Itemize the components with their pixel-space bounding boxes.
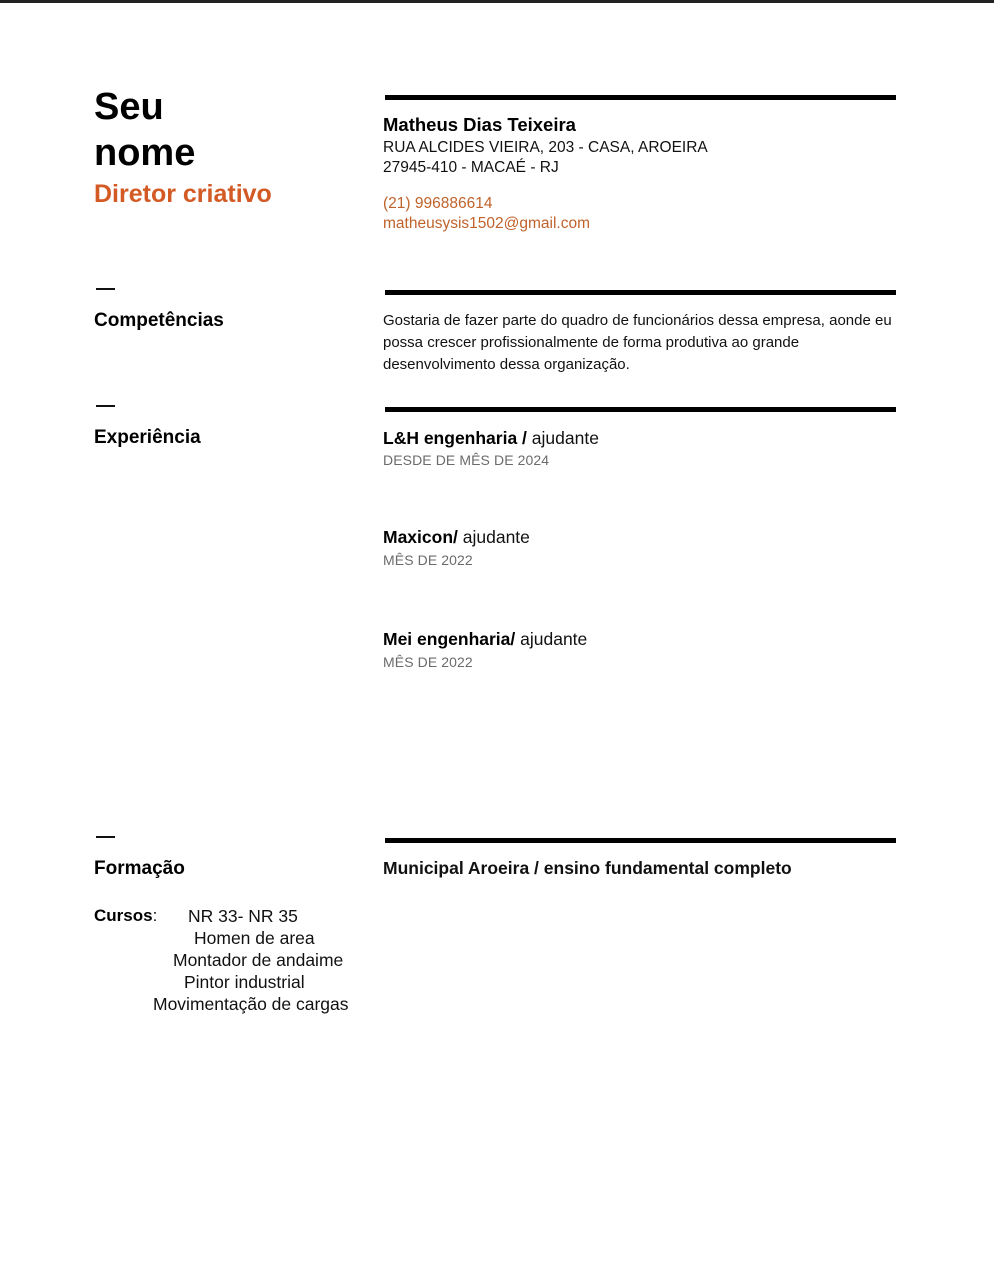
- name-line-1: Seu: [94, 86, 164, 128]
- email-address[interactable]: matheusysis1502@gmail.com: [383, 215, 590, 232]
- job-role-3: ajudante: [515, 629, 588, 649]
- job-company-1: L&H engenharia /: [383, 428, 527, 448]
- divider-experience: [385, 407, 896, 412]
- courses-label-text: Cursos: [94, 906, 153, 925]
- section-dash-education: [96, 836, 115, 838]
- summary-text: Gostaria de fazer parte do quadro de funcionários dessa empresa, aonde eu possa crescer profissionalmente de forma produtiva ao grande desenvolvimento dessa organização.: [383, 312, 892, 373]
- full-name: Matheus Dias Teixeira: [383, 114, 576, 135]
- name-line-2: nome: [94, 132, 196, 174]
- phone-number: (21) 996886614: [383, 195, 493, 212]
- course-item-5: Movimentação de cargas: [153, 994, 349, 1014]
- job-role-2: ajudante: [457, 527, 530, 547]
- courses-label-colon: :: [152, 906, 158, 925]
- job-company-3: Mei engenharia/: [383, 629, 516, 649]
- course-item-4: Pintor industrial: [184, 972, 305, 992]
- job-role-1: ajudante: [526, 428, 599, 448]
- job-title-3: [383, 629, 587, 650]
- education-entry: Municipal Aroeira / ensino fundamental completo: [383, 858, 792, 878]
- course-item-2: Homen de area: [194, 928, 315, 948]
- section-title-skills: Competências: [94, 310, 224, 331]
- job-date-2: MÊS DE 2022: [383, 552, 473, 568]
- section-title-experience: Experiência: [94, 427, 201, 448]
- top-border: [0, 0, 994, 3]
- job-title-2: [383, 527, 530, 548]
- divider-education: [385, 838, 896, 843]
- section-title-education: Formação: [94, 858, 185, 879]
- job-title-1: [383, 428, 599, 449]
- address-line-2: 27945-410 - MACAÉ - RJ: [383, 159, 559, 176]
- divider-contact: [385, 95, 896, 100]
- job-date-3: MÊS DE 2022: [383, 654, 473, 670]
- divider-skills: [385, 290, 896, 295]
- section-dash-skills: [96, 288, 115, 290]
- job-company-2: Maxicon/: [383, 527, 458, 547]
- job-date-1: DESDE DE MÊS DE 2024: [383, 452, 550, 468]
- section-dash-experience: [96, 405, 115, 407]
- role-title: Diretor criativo: [94, 180, 272, 208]
- course-item-3: Montador de andaime: [173, 950, 344, 970]
- address-line-1: RUA ALCIDES VIEIRA, 203 - CASA, AROEIRA: [383, 139, 708, 156]
- name-heading: [94, 84, 195, 176]
- courses-label: [94, 906, 157, 926]
- course-item-1: NR 33- NR 35: [188, 906, 298, 926]
